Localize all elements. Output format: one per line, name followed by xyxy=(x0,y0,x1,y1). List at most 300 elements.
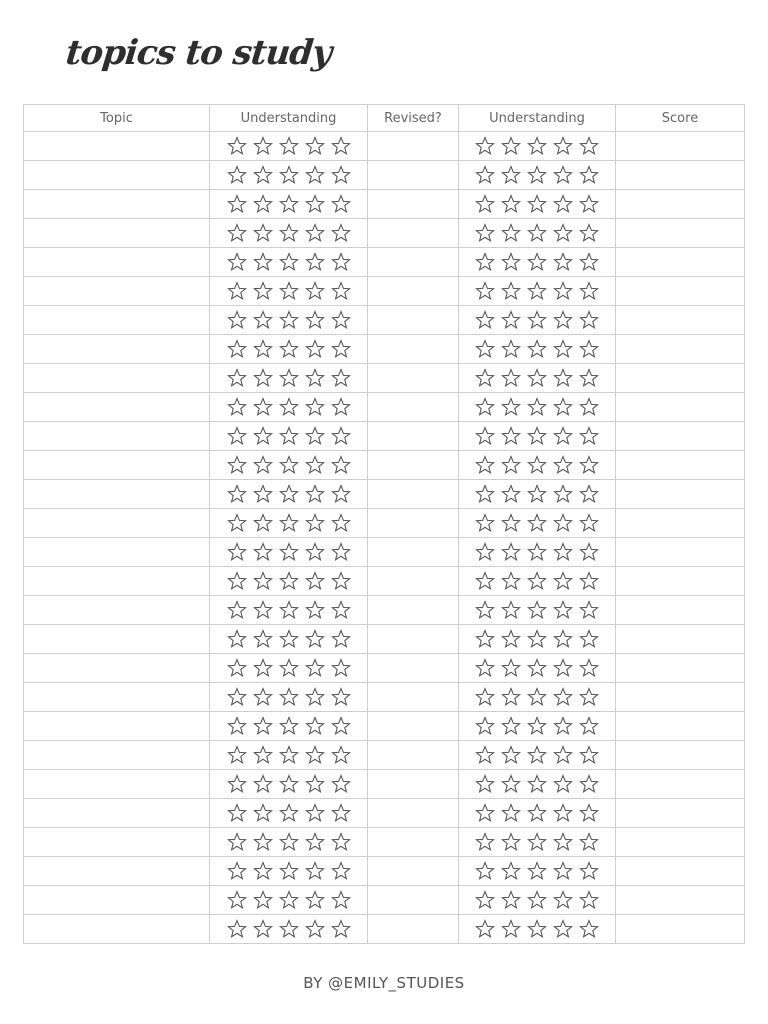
topic-cell[interactable] xyxy=(24,306,210,335)
star-outline-icon[interactable] xyxy=(579,484,599,504)
star-outline-icon[interactable] xyxy=(527,542,547,562)
revised-cell[interactable] xyxy=(368,741,459,770)
star-outline-icon[interactable] xyxy=(279,513,299,533)
topic-cell[interactable] xyxy=(24,190,210,219)
star-outline-icon[interactable] xyxy=(331,281,351,301)
star-outline-icon[interactable] xyxy=(553,252,573,272)
star-outline-icon[interactable] xyxy=(227,513,247,533)
topic-cell[interactable] xyxy=(24,364,210,393)
star-outline-icon[interactable] xyxy=(579,339,599,359)
topic-cell[interactable] xyxy=(24,538,210,567)
star-outline-icon[interactable] xyxy=(475,745,495,765)
star-outline-icon[interactable] xyxy=(579,368,599,388)
star-outline-icon[interactable] xyxy=(579,832,599,852)
star-outline-icon[interactable] xyxy=(553,600,573,620)
star-outline-icon[interactable] xyxy=(553,165,573,185)
star-outline-icon[interactable] xyxy=(553,484,573,504)
score-cell[interactable] xyxy=(616,712,745,741)
star-outline-icon[interactable] xyxy=(579,455,599,475)
star-outline-icon[interactable] xyxy=(227,745,247,765)
topic-cell[interactable] xyxy=(24,132,210,161)
revised-cell[interactable] xyxy=(368,364,459,393)
star-outline-icon[interactable] xyxy=(227,629,247,649)
star-outline-icon[interactable] xyxy=(279,542,299,562)
star-outline-icon[interactable] xyxy=(579,397,599,417)
star-outline-icon[interactable] xyxy=(253,339,273,359)
star-outline-icon[interactable] xyxy=(553,136,573,156)
star-outline-icon[interactable] xyxy=(279,455,299,475)
revised-cell[interactable] xyxy=(368,509,459,538)
star-outline-icon[interactable] xyxy=(501,832,521,852)
revised-cell[interactable] xyxy=(368,567,459,596)
star-outline-icon[interactable] xyxy=(553,919,573,939)
star-outline-icon[interactable] xyxy=(331,687,351,707)
topic-cell[interactable] xyxy=(24,335,210,364)
star-outline-icon[interactable] xyxy=(579,658,599,678)
star-outline-icon[interactable] xyxy=(305,397,325,417)
score-cell[interactable] xyxy=(616,422,745,451)
star-outline-icon[interactable] xyxy=(501,310,521,330)
star-outline-icon[interactable] xyxy=(331,455,351,475)
star-outline-icon[interactable] xyxy=(279,832,299,852)
star-outline-icon[interactable] xyxy=(579,252,599,272)
star-outline-icon[interactable] xyxy=(279,310,299,330)
revised-cell[interactable] xyxy=(368,625,459,654)
star-outline-icon[interactable] xyxy=(501,513,521,533)
star-outline-icon[interactable] xyxy=(501,774,521,794)
star-outline-icon[interactable] xyxy=(331,629,351,649)
star-outline-icon[interactable] xyxy=(579,600,599,620)
star-outline-icon[interactable] xyxy=(227,484,247,504)
star-outline-icon[interactable] xyxy=(579,774,599,794)
star-outline-icon[interactable] xyxy=(475,397,495,417)
star-outline-icon[interactable] xyxy=(253,281,273,301)
revised-cell[interactable] xyxy=(368,190,459,219)
topic-cell[interactable] xyxy=(24,915,210,944)
star-outline-icon[interactable] xyxy=(579,165,599,185)
star-outline-icon[interactable] xyxy=(527,194,547,214)
star-outline-icon[interactable] xyxy=(553,832,573,852)
star-outline-icon[interactable] xyxy=(579,223,599,243)
star-outline-icon[interactable] xyxy=(527,658,547,678)
revised-cell[interactable] xyxy=(368,857,459,886)
topic-cell[interactable] xyxy=(24,161,210,190)
star-outline-icon[interactable] xyxy=(527,455,547,475)
topic-cell[interactable] xyxy=(24,741,210,770)
star-outline-icon[interactable] xyxy=(501,861,521,881)
star-outline-icon[interactable] xyxy=(579,571,599,591)
star-outline-icon[interactable] xyxy=(501,136,521,156)
star-outline-icon[interactable] xyxy=(253,803,273,823)
star-outline-icon[interactable] xyxy=(331,774,351,794)
star-outline-icon[interactable] xyxy=(227,716,247,736)
score-cell[interactable] xyxy=(616,451,745,480)
revised-cell[interactable] xyxy=(368,683,459,712)
revised-cell[interactable] xyxy=(368,306,459,335)
star-outline-icon[interactable] xyxy=(553,658,573,678)
star-outline-icon[interactable] xyxy=(527,339,547,359)
star-outline-icon[interactable] xyxy=(279,803,299,823)
star-outline-icon[interactable] xyxy=(253,658,273,678)
star-outline-icon[interactable] xyxy=(227,919,247,939)
score-cell[interactable] xyxy=(616,480,745,509)
score-cell[interactable] xyxy=(616,828,745,857)
star-outline-icon[interactable] xyxy=(305,252,325,272)
star-outline-icon[interactable] xyxy=(305,513,325,533)
star-outline-icon[interactable] xyxy=(553,687,573,707)
star-outline-icon[interactable] xyxy=(227,571,247,591)
star-outline-icon[interactable] xyxy=(331,136,351,156)
star-outline-icon[interactable] xyxy=(553,426,573,446)
star-outline-icon[interactable] xyxy=(305,310,325,330)
star-outline-icon[interactable] xyxy=(501,803,521,823)
star-outline-icon[interactable] xyxy=(475,165,495,185)
star-outline-icon[interactable] xyxy=(501,658,521,678)
star-outline-icon[interactable] xyxy=(253,368,273,388)
star-outline-icon[interactable] xyxy=(527,687,547,707)
star-outline-icon[interactable] xyxy=(227,861,247,881)
star-outline-icon[interactable] xyxy=(305,919,325,939)
star-outline-icon[interactable] xyxy=(553,571,573,591)
star-outline-icon[interactable] xyxy=(475,252,495,272)
score-cell[interactable] xyxy=(616,509,745,538)
star-outline-icon[interactable] xyxy=(227,136,247,156)
star-outline-icon[interactable] xyxy=(253,484,273,504)
star-outline-icon[interactable] xyxy=(527,774,547,794)
star-outline-icon[interactable] xyxy=(501,890,521,910)
star-outline-icon[interactable] xyxy=(331,890,351,910)
star-outline-icon[interactable] xyxy=(501,223,521,243)
star-outline-icon[interactable] xyxy=(253,716,273,736)
topic-cell[interactable] xyxy=(24,509,210,538)
revised-cell[interactable] xyxy=(368,161,459,190)
star-outline-icon[interactable] xyxy=(527,397,547,417)
star-outline-icon[interactable] xyxy=(475,774,495,794)
topic-cell[interactable] xyxy=(24,596,210,625)
star-outline-icon[interactable] xyxy=(279,919,299,939)
topic-cell[interactable] xyxy=(24,828,210,857)
revised-cell[interactable] xyxy=(368,219,459,248)
star-outline-icon[interactable] xyxy=(279,716,299,736)
star-outline-icon[interactable] xyxy=(501,571,521,591)
star-outline-icon[interactable] xyxy=(527,223,547,243)
revised-cell[interactable] xyxy=(368,422,459,451)
star-outline-icon[interactable] xyxy=(305,600,325,620)
star-outline-icon[interactable] xyxy=(331,600,351,620)
star-outline-icon[interactable] xyxy=(579,136,599,156)
star-outline-icon[interactable] xyxy=(305,832,325,852)
topic-cell[interactable] xyxy=(24,886,210,915)
star-outline-icon[interactable] xyxy=(305,223,325,243)
star-outline-icon[interactable] xyxy=(331,658,351,678)
star-outline-icon[interactable] xyxy=(579,310,599,330)
star-outline-icon[interactable] xyxy=(227,223,247,243)
star-outline-icon[interactable] xyxy=(305,658,325,678)
star-outline-icon[interactable] xyxy=(527,803,547,823)
star-outline-icon[interactable] xyxy=(475,832,495,852)
star-outline-icon[interactable] xyxy=(553,281,573,301)
star-outline-icon[interactable] xyxy=(253,165,273,185)
revised-cell[interactable] xyxy=(368,799,459,828)
star-outline-icon[interactable] xyxy=(279,484,299,504)
star-outline-icon[interactable] xyxy=(227,687,247,707)
star-outline-icon[interactable] xyxy=(501,629,521,649)
star-outline-icon[interactable] xyxy=(475,571,495,591)
revised-cell[interactable] xyxy=(368,712,459,741)
star-outline-icon[interactable] xyxy=(253,600,273,620)
star-outline-icon[interactable] xyxy=(279,165,299,185)
star-outline-icon[interactable] xyxy=(253,861,273,881)
star-outline-icon[interactable] xyxy=(279,861,299,881)
revised-cell[interactable] xyxy=(368,393,459,422)
star-outline-icon[interactable] xyxy=(475,455,495,475)
star-outline-icon[interactable] xyxy=(579,919,599,939)
topic-cell[interactable] xyxy=(24,625,210,654)
star-outline-icon[interactable] xyxy=(253,571,273,591)
revised-cell[interactable] xyxy=(368,596,459,625)
topic-cell[interactable] xyxy=(24,683,210,712)
topic-cell[interactable] xyxy=(24,654,210,683)
star-outline-icon[interactable] xyxy=(279,426,299,446)
star-outline-icon[interactable] xyxy=(331,368,351,388)
topic-cell[interactable] xyxy=(24,451,210,480)
star-outline-icon[interactable] xyxy=(253,629,273,649)
star-outline-icon[interactable] xyxy=(579,542,599,562)
star-outline-icon[interactable] xyxy=(331,919,351,939)
star-outline-icon[interactable] xyxy=(227,368,247,388)
score-cell[interactable] xyxy=(616,596,745,625)
score-cell[interactable] xyxy=(616,306,745,335)
star-outline-icon[interactable] xyxy=(227,455,247,475)
revised-cell[interactable] xyxy=(368,480,459,509)
score-cell[interactable] xyxy=(616,132,745,161)
star-outline-icon[interactable] xyxy=(227,397,247,417)
star-outline-icon[interactable] xyxy=(253,774,273,794)
star-outline-icon[interactable] xyxy=(253,397,273,417)
star-outline-icon[interactable] xyxy=(475,513,495,533)
topic-cell[interactable] xyxy=(24,480,210,509)
star-outline-icon[interactable] xyxy=(475,281,495,301)
star-outline-icon[interactable] xyxy=(579,687,599,707)
star-outline-icon[interactable] xyxy=(227,890,247,910)
star-outline-icon[interactable] xyxy=(579,803,599,823)
star-outline-icon[interactable] xyxy=(279,194,299,214)
star-outline-icon[interactable] xyxy=(501,919,521,939)
score-cell[interactable] xyxy=(616,161,745,190)
star-outline-icon[interactable] xyxy=(279,136,299,156)
star-outline-icon[interactable] xyxy=(501,165,521,185)
star-outline-icon[interactable] xyxy=(475,426,495,446)
star-outline-icon[interactable] xyxy=(527,571,547,591)
star-outline-icon[interactable] xyxy=(501,426,521,446)
star-outline-icon[interactable] xyxy=(305,455,325,475)
star-outline-icon[interactable] xyxy=(227,542,247,562)
star-outline-icon[interactable] xyxy=(279,368,299,388)
score-cell[interactable] xyxy=(616,886,745,915)
star-outline-icon[interactable] xyxy=(279,600,299,620)
topic-cell[interactable] xyxy=(24,712,210,741)
star-outline-icon[interactable] xyxy=(475,223,495,243)
star-outline-icon[interactable] xyxy=(527,426,547,446)
star-outline-icon[interactable] xyxy=(579,745,599,765)
star-outline-icon[interactable] xyxy=(305,136,325,156)
star-outline-icon[interactable] xyxy=(501,397,521,417)
star-outline-icon[interactable] xyxy=(501,455,521,475)
star-outline-icon[interactable] xyxy=(475,629,495,649)
star-outline-icon[interactable] xyxy=(579,861,599,881)
revised-cell[interactable] xyxy=(368,451,459,480)
star-outline-icon[interactable] xyxy=(475,484,495,504)
star-outline-icon[interactable] xyxy=(527,861,547,881)
star-outline-icon[interactable] xyxy=(331,223,351,243)
star-outline-icon[interactable] xyxy=(579,194,599,214)
star-outline-icon[interactable] xyxy=(475,716,495,736)
star-outline-icon[interactable] xyxy=(253,310,273,330)
star-outline-icon[interactable] xyxy=(279,252,299,272)
star-outline-icon[interactable] xyxy=(253,832,273,852)
star-outline-icon[interactable] xyxy=(501,339,521,359)
star-outline-icon[interactable] xyxy=(553,861,573,881)
star-outline-icon[interactable] xyxy=(579,513,599,533)
score-cell[interactable] xyxy=(616,277,745,306)
score-cell[interactable] xyxy=(616,654,745,683)
revised-cell[interactable] xyxy=(368,828,459,857)
star-outline-icon[interactable] xyxy=(305,368,325,388)
star-outline-icon[interactable] xyxy=(279,223,299,243)
star-outline-icon[interactable] xyxy=(475,919,495,939)
star-outline-icon[interactable] xyxy=(331,513,351,533)
star-outline-icon[interactable] xyxy=(501,716,521,736)
star-outline-icon[interactable] xyxy=(553,542,573,562)
star-outline-icon[interactable] xyxy=(553,368,573,388)
star-outline-icon[interactable] xyxy=(553,455,573,475)
star-outline-icon[interactable] xyxy=(331,542,351,562)
score-cell[interactable] xyxy=(616,770,745,799)
star-outline-icon[interactable] xyxy=(253,252,273,272)
score-cell[interactable] xyxy=(616,538,745,567)
revised-cell[interactable] xyxy=(368,277,459,306)
star-outline-icon[interactable] xyxy=(475,194,495,214)
star-outline-icon[interactable] xyxy=(279,629,299,649)
score-cell[interactable] xyxy=(616,625,745,654)
star-outline-icon[interactable] xyxy=(501,281,521,301)
star-outline-icon[interactable] xyxy=(553,774,573,794)
star-outline-icon[interactable] xyxy=(527,629,547,649)
star-outline-icon[interactable] xyxy=(253,919,273,939)
star-outline-icon[interactable] xyxy=(579,281,599,301)
star-outline-icon[interactable] xyxy=(501,745,521,765)
star-outline-icon[interactable] xyxy=(331,716,351,736)
star-outline-icon[interactable] xyxy=(475,803,495,823)
topic-cell[interactable] xyxy=(24,567,210,596)
star-outline-icon[interactable] xyxy=(553,397,573,417)
score-cell[interactable] xyxy=(616,799,745,828)
star-outline-icon[interactable] xyxy=(227,658,247,678)
score-cell[interactable] xyxy=(616,567,745,596)
star-outline-icon[interactable] xyxy=(553,339,573,359)
star-outline-icon[interactable] xyxy=(305,484,325,504)
star-outline-icon[interactable] xyxy=(331,194,351,214)
star-outline-icon[interactable] xyxy=(553,890,573,910)
star-outline-icon[interactable] xyxy=(227,281,247,301)
star-outline-icon[interactable] xyxy=(501,542,521,562)
star-outline-icon[interactable] xyxy=(305,571,325,591)
star-outline-icon[interactable] xyxy=(279,571,299,591)
star-outline-icon[interactable] xyxy=(501,687,521,707)
star-outline-icon[interactable] xyxy=(305,716,325,736)
star-outline-icon[interactable] xyxy=(527,890,547,910)
revised-cell[interactable] xyxy=(368,886,459,915)
star-outline-icon[interactable] xyxy=(253,223,273,243)
star-outline-icon[interactable] xyxy=(279,687,299,707)
star-outline-icon[interactable] xyxy=(331,861,351,881)
star-outline-icon[interactable] xyxy=(253,890,273,910)
star-outline-icon[interactable] xyxy=(253,687,273,707)
star-outline-icon[interactable] xyxy=(305,774,325,794)
star-outline-icon[interactable] xyxy=(475,890,495,910)
star-outline-icon[interactable] xyxy=(305,542,325,562)
star-outline-icon[interactable] xyxy=(253,136,273,156)
star-outline-icon[interactable] xyxy=(305,339,325,359)
star-outline-icon[interactable] xyxy=(553,223,573,243)
revised-cell[interactable] xyxy=(368,132,459,161)
star-outline-icon[interactable] xyxy=(279,658,299,678)
star-outline-icon[interactable] xyxy=(475,136,495,156)
star-outline-icon[interactable] xyxy=(305,803,325,823)
star-outline-icon[interactable] xyxy=(475,658,495,678)
star-outline-icon[interactable] xyxy=(227,832,247,852)
topic-cell[interactable] xyxy=(24,277,210,306)
score-cell[interactable] xyxy=(616,393,745,422)
star-outline-icon[interactable] xyxy=(331,310,351,330)
star-outline-icon[interactable] xyxy=(475,339,495,359)
star-outline-icon[interactable] xyxy=(305,687,325,707)
star-outline-icon[interactable] xyxy=(227,803,247,823)
star-outline-icon[interactable] xyxy=(527,716,547,736)
star-outline-icon[interactable] xyxy=(253,194,273,214)
topic-cell[interactable] xyxy=(24,857,210,886)
star-outline-icon[interactable] xyxy=(527,832,547,852)
star-outline-icon[interactable] xyxy=(305,165,325,185)
revised-cell[interactable] xyxy=(368,915,459,944)
star-outline-icon[interactable] xyxy=(553,513,573,533)
score-cell[interactable] xyxy=(616,741,745,770)
star-outline-icon[interactable] xyxy=(527,919,547,939)
star-outline-icon[interactable] xyxy=(579,426,599,446)
score-cell[interactable] xyxy=(616,683,745,712)
star-outline-icon[interactable] xyxy=(527,513,547,533)
topic-cell[interactable] xyxy=(24,422,210,451)
revised-cell[interactable] xyxy=(368,538,459,567)
star-outline-icon[interactable] xyxy=(527,136,547,156)
score-cell[interactable] xyxy=(616,248,745,277)
star-outline-icon[interactable] xyxy=(475,687,495,707)
star-outline-icon[interactable] xyxy=(305,745,325,765)
topic-cell[interactable] xyxy=(24,393,210,422)
star-outline-icon[interactable] xyxy=(331,803,351,823)
star-outline-icon[interactable] xyxy=(253,542,273,562)
star-outline-icon[interactable] xyxy=(475,600,495,620)
star-outline-icon[interactable] xyxy=(501,194,521,214)
star-outline-icon[interactable] xyxy=(579,716,599,736)
star-outline-icon[interactable] xyxy=(305,861,325,881)
star-outline-icon[interactable] xyxy=(501,600,521,620)
star-outline-icon[interactable] xyxy=(501,368,521,388)
star-outline-icon[interactable] xyxy=(553,310,573,330)
star-outline-icon[interactable] xyxy=(553,803,573,823)
star-outline-icon[interactable] xyxy=(331,426,351,446)
score-cell[interactable] xyxy=(616,364,745,393)
